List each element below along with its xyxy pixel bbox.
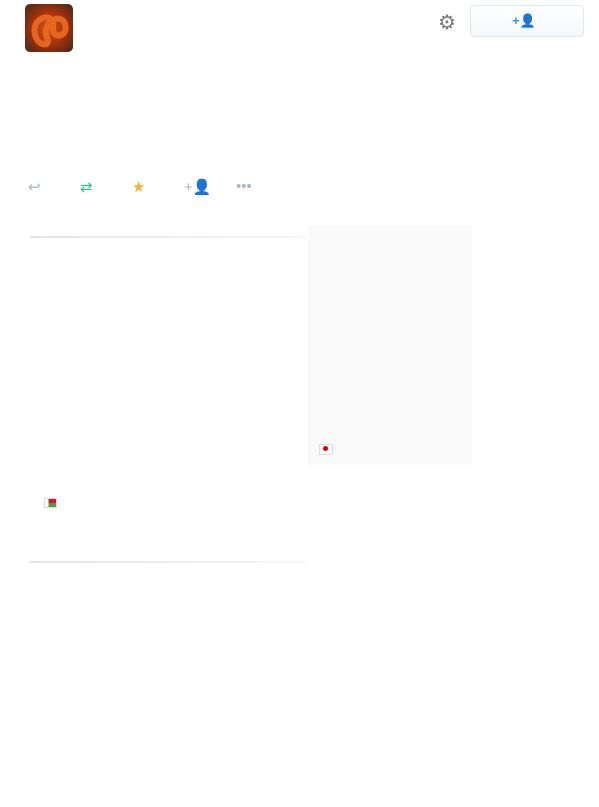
- madagascar-coach: [40, 496, 61, 510]
- follow-button[interactable]: [470, 5, 584, 37]
- more-dots-icon[interactable]: •••: [236, 178, 252, 195]
- follow-small-icon[interactable]: +👤: [184, 179, 212, 196]
- knot-logo-icon: [25, 4, 73, 52]
- avatar[interactable]: [25, 4, 73, 52]
- vietnam-coach: [316, 444, 336, 457]
- gear-icon[interactable]: ⚙: [438, 12, 456, 34]
- person-plus-icon: +👤: [512, 13, 536, 28]
- vietnam-lineup-panel: [308, 225, 472, 465]
- subs-divider: [30, 561, 306, 563]
- madagascar-flag-icon: [44, 498, 57, 508]
- japan-flag-icon: [319, 444, 333, 455]
- favorite-star-icon[interactable]: ★: [132, 179, 146, 196]
- lineup-divider: [30, 236, 306, 238]
- tweet-actions: [28, 178, 288, 196]
- reply-icon[interactable]: ↩: [28, 179, 41, 196]
- retweet-icon[interactable]: ⇄: [80, 179, 93, 196]
